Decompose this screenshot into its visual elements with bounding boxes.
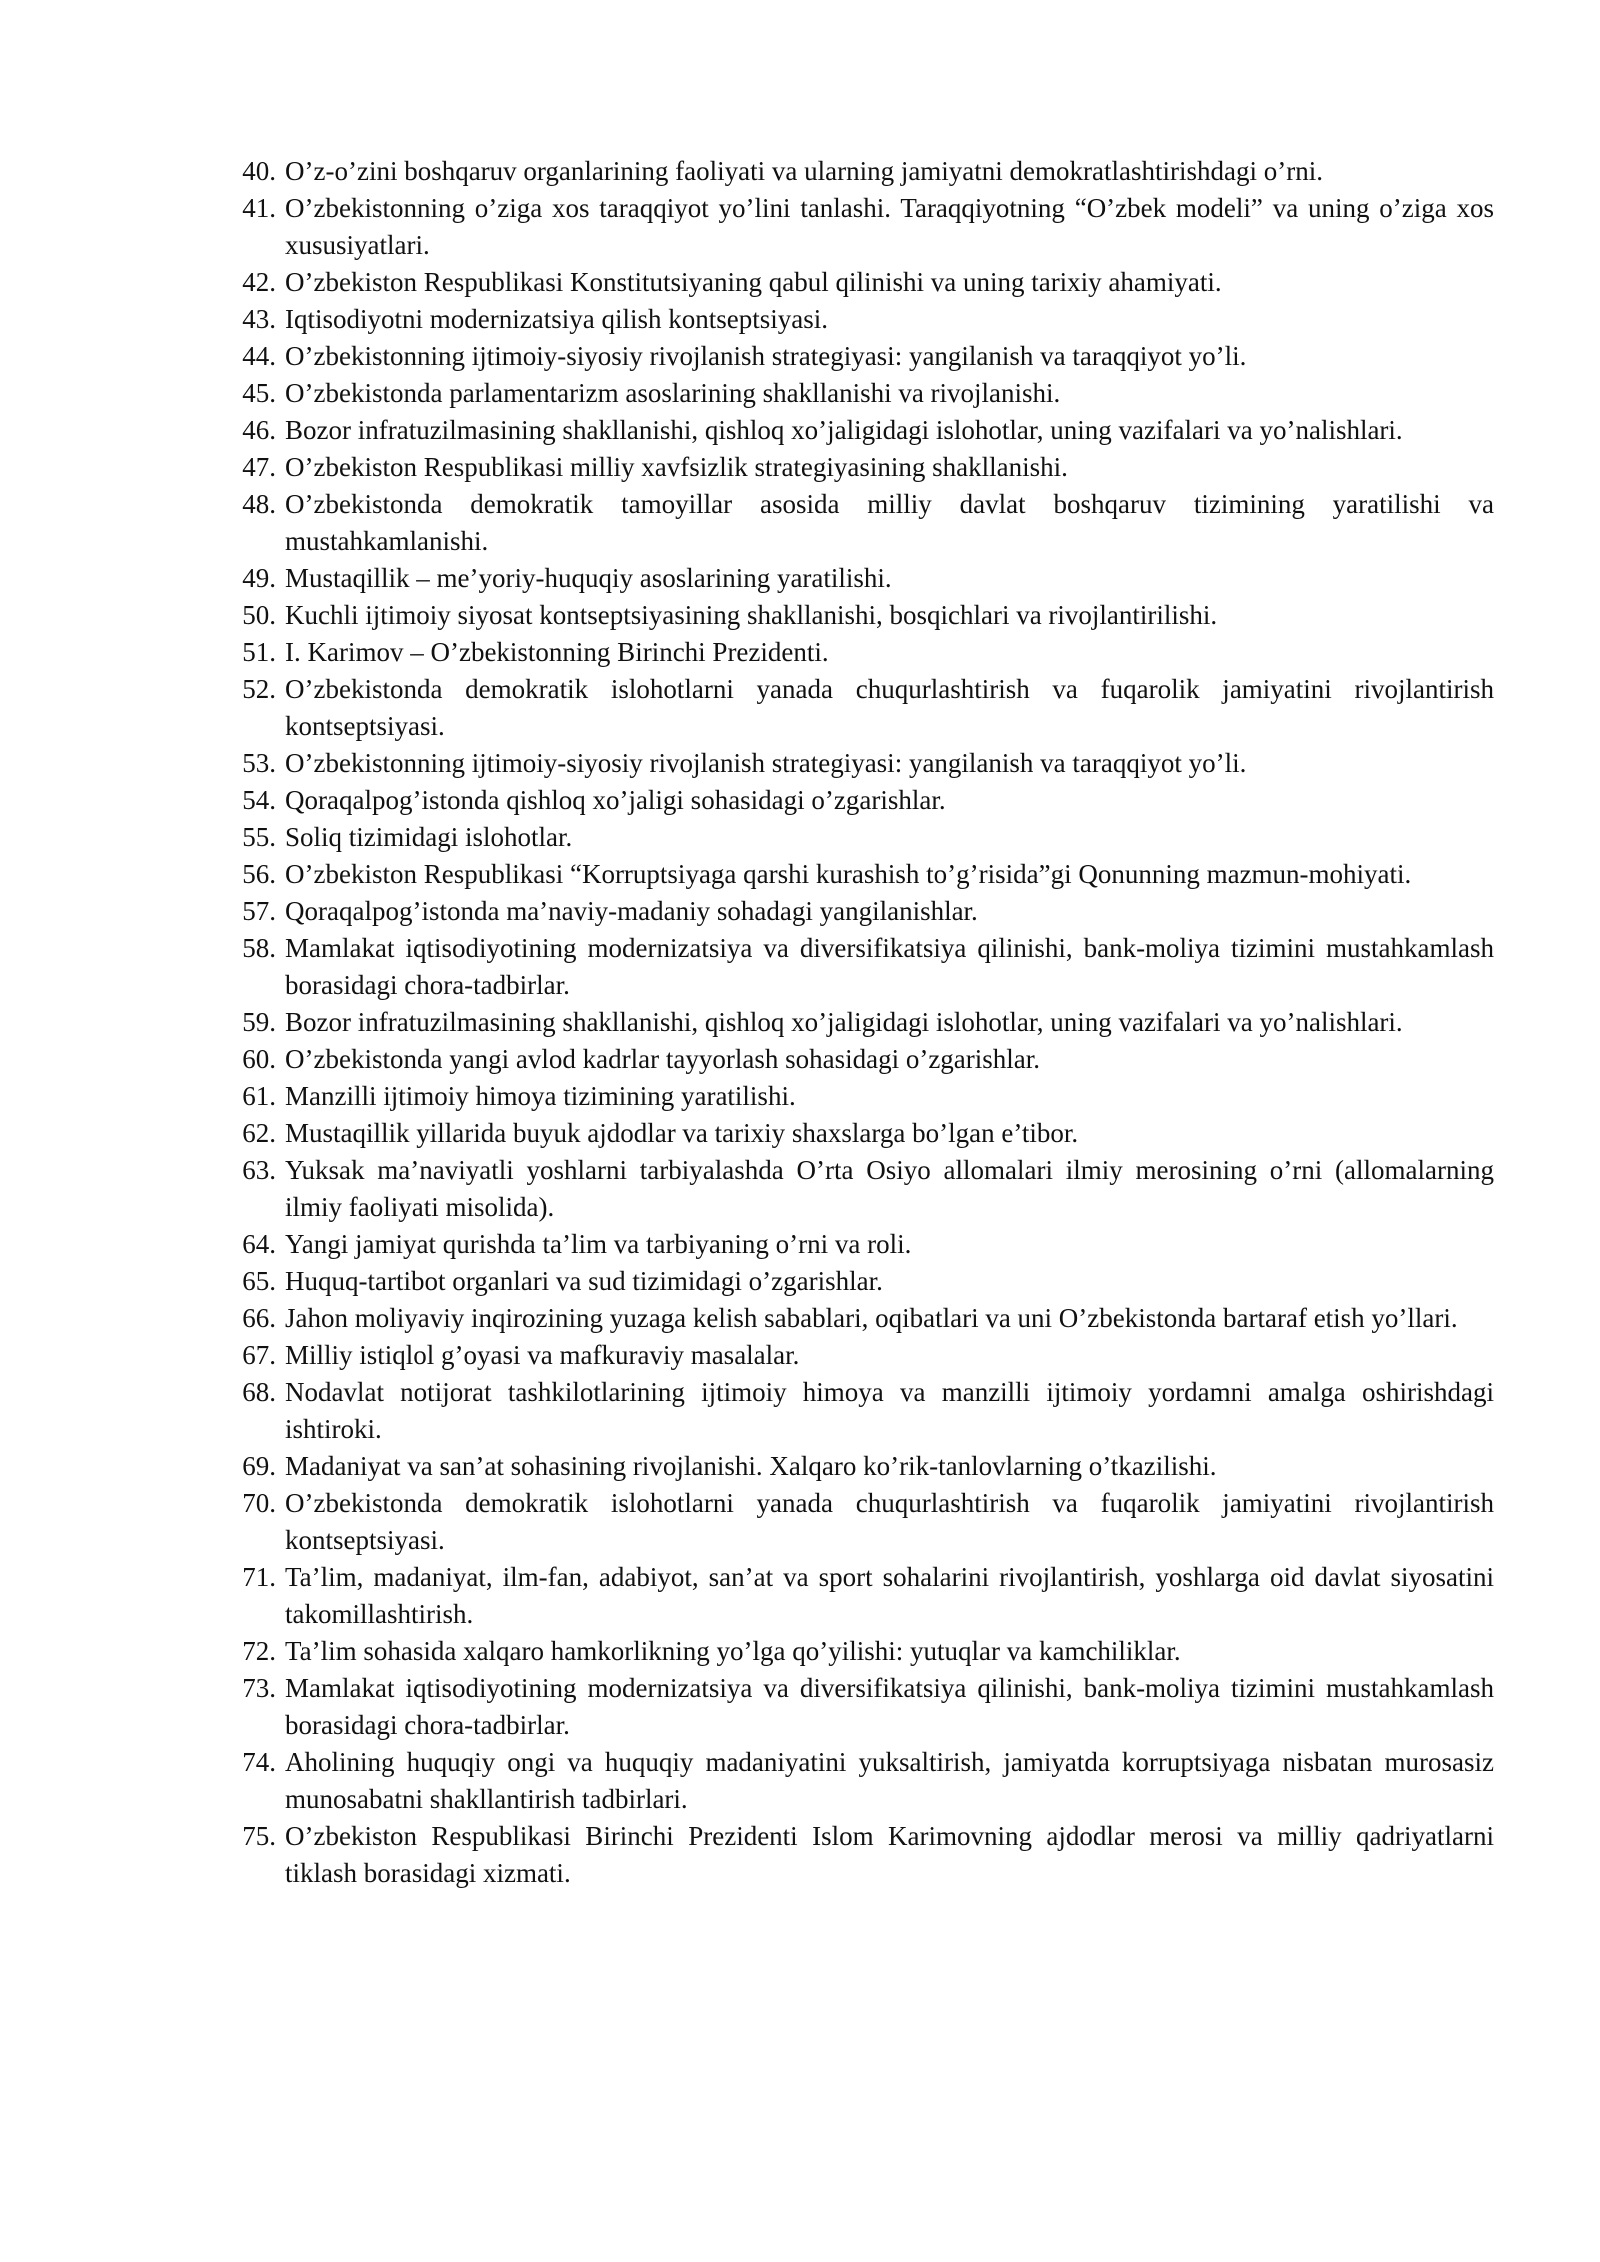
item-number: 41. [242, 193, 276, 223]
list-item [228, 1004, 1494, 1041]
item-text: Iqtisodiyotni modernizatsiya qilish kontseptsiyasi. [285, 304, 828, 334]
item-text: O’z-o’zini boshqaruv organlarining faoliyati va ularning jamiyatni demokratlashtirishdagi o’rni. [285, 156, 1323, 186]
item-text: Kuchli ijtimoiy siyosat kontseptsiyasining shakllanishi, bosqichlari va rivojlantirilishi. [285, 600, 1218, 630]
item-number: 53. [242, 748, 276, 778]
item-text: Ta’lim sohasida xalqaro hamkorlikning yo’lga qo’yilishi: yutuqlar va kamchiliklar. [285, 1636, 1181, 1666]
item-text: Yangi jamiyat qurishda ta’lim va tarbiyaning o’rni va roli. [285, 1229, 912, 1259]
list-item [228, 597, 1494, 634]
list-item [228, 1559, 1494, 1633]
item-text: Ta’lim, madaniyat, ilm-fan, adabiyot, san’at va sport sohalarini rivojlantirish, yoshlarga oid davlat siyosatini takomillashtirish. [285, 1562, 1494, 1629]
item-text: O’zbekistonning o’ziga xos taraqqiyot yo’lini tanlashi. Taraqqiyotning “O’zbek modeli” va uning o’ziga xos xususiyatlari. [285, 193, 1494, 260]
list-item [228, 560, 1494, 597]
item-number: 44. [242, 341, 276, 371]
list-item [228, 1633, 1494, 1670]
list-item [228, 1670, 1494, 1744]
item-number: 45. [242, 378, 276, 408]
item-text: Mamlakat iqtisodiyotining modernizatsiya va diversifikatsiya qilinishi, bank-moliya tizimini mustahkamlash borasidagi chora-tadbirlar. [285, 1673, 1494, 1740]
item-text: O’zbekiston Respublikasi Birinchi Prezidenti Islom Karimovning ajdodlar merosi va milliy qadriyatlarni tiklash borasidagi xizmati. [285, 1821, 1494, 1888]
item-text: Mustaqillik – me’yoriy-huquqiy asoslarining yaratilishi. [285, 563, 892, 593]
item-text: O’zbekistonda parlamentarizm asoslarining shakllanishi va rivojlanishi. [285, 378, 1061, 408]
item-text: O’zbekistonda demokratik islohotlarni yanada chuqurlashtirish va fuqarolik jamiyatini rivojlantirish kontseptsiyasi. [285, 674, 1494, 741]
item-text: O’zbekiston Respublikasi Konstitutsiyaning qabul qilinishi va uning tarixiy ahamiyati. [285, 267, 1222, 297]
item-text: O’zbekiston Respublikasi “Korruptsiyaga qarshi kurashish to’g’risida”gi Qonunning mazmun-mohiyati. [285, 859, 1412, 889]
list-item [228, 745, 1494, 782]
list-item [228, 1374, 1494, 1448]
item-number: 72. [242, 1636, 276, 1666]
item-text: I. Karimov – O’zbekistonning Birinchi Prezidenti. [285, 637, 829, 667]
list-item [228, 1744, 1494, 1818]
item-number: 42. [242, 267, 276, 297]
item-text: Aholining huquqiy ongi va huquqiy madaniyatini yuksaltirish, jamiyatda korruptsiyaga nisbatan murosasiz munosabatni shakllantirish tadbirlari. [285, 1747, 1494, 1814]
item-number: 71. [242, 1562, 276, 1592]
item-text: Nodavlat notijorat tashkilotlarining ijtimoiy himoya va manzilli ijtimoiy yordamni amalga oshirishdagi ishtiroki. [285, 1377, 1494, 1444]
item-text: O’zbekistonning ijtimoiy-siyosiy rivojlanish strategiyasi: yangilanish va taraqqiyot yo’li. [285, 748, 1247, 778]
item-number: 70. [242, 1488, 276, 1518]
list-item [228, 153, 1494, 190]
item-number: 58. [242, 933, 276, 963]
item-number: 51. [242, 637, 276, 667]
item-number: 60. [242, 1044, 276, 1074]
item-text: O’zbekiston Respublikasi milliy xavfsizlik strategiyasining shakllanishi. [285, 452, 1068, 482]
list-item [228, 819, 1494, 856]
item-number: 61. [242, 1081, 276, 1111]
item-number: 68. [242, 1377, 276, 1407]
list-item [228, 930, 1494, 1004]
item-number: 66. [242, 1303, 276, 1333]
list-item [228, 1226, 1494, 1263]
list-item [228, 1041, 1494, 1078]
item-text: Mustaqillik yillarida buyuk ajdodlar va tarixiy shaxslarga bo’lgan e’tibor. [285, 1118, 1079, 1148]
list-item [228, 1115, 1494, 1152]
item-number: 55. [242, 822, 276, 852]
item-text: Soliq tizimidagi islohotlar. [285, 822, 573, 852]
item-text: O’zbekistonda demokratik islohotlarni yanada chuqurlashtirish va fuqarolik jamiyatini rivojlantirish kontseptsiyasi. [285, 1488, 1494, 1555]
list-item [228, 1337, 1494, 1374]
list-item [228, 1152, 1494, 1226]
list-item [228, 1448, 1494, 1485]
list-item [228, 671, 1494, 745]
item-number: 57. [242, 896, 276, 926]
item-text: Madaniyat va san’at sohasining rivojlanishi. Xalqaro ko’rik-tanlovlarning o’tkazilishi. [285, 1451, 1217, 1481]
list-item [228, 782, 1494, 819]
item-text: O’zbekistonda yangi avlod kadrlar tayyorlash sohasidagi o’zgarishlar. [285, 1044, 1041, 1074]
item-text: Qoraqalpog’istonda ma’naviy-madaniy sohadagi yangilanishlar. [285, 896, 978, 926]
list-item [228, 1485, 1494, 1559]
item-number: 48. [242, 489, 276, 519]
item-number: 63. [242, 1155, 276, 1185]
item-text: Jahon moliyaviy inqirozining yuzaga kelish sabablari, oqibatlari va uni O’zbekistonda bartaraf etish yo’llari. [285, 1303, 1458, 1333]
list-item [228, 856, 1494, 893]
list-item [228, 301, 1494, 338]
item-number: 67. [242, 1340, 276, 1370]
item-number: 40. [242, 156, 276, 186]
item-text: O’zbekistonda demokratik tamoyillar asosida milliy davlat boshqaruv tizimining yaratilishi va mustahkamlanishi. [285, 489, 1494, 556]
item-text: Bozor infratuzilmasining shakllanishi, qishloq xo’jaligidagi islohotlar, uning vazifalari va yo’nalishlari. [285, 415, 1403, 445]
list-item [228, 375, 1494, 412]
item-text: Milliy istiqlol g’oyasi va mafkuraviy masalalar. [285, 1340, 800, 1370]
item-number: 75. [242, 1821, 276, 1851]
item-number: 50. [242, 600, 276, 630]
item-text: Huquq-tartibot organlari va sud tizimidagi o’zgarishlar. [285, 1266, 883, 1296]
item-number: 65. [242, 1266, 276, 1296]
item-number: 46. [242, 415, 276, 445]
list-item [228, 634, 1494, 671]
list-item [228, 1300, 1494, 1337]
list-item [228, 338, 1494, 375]
item-number: 49. [242, 563, 276, 593]
item-number: 59. [242, 1007, 276, 1037]
item-text: Bozor infratuzilmasining shakllanishi, qishloq xo’jaligidagi islohotlar, uning vazifalari va yo’nalishlari. [285, 1007, 1403, 1037]
list-item [228, 893, 1494, 930]
list-item [228, 1078, 1494, 1115]
list-item [228, 1818, 1494, 1892]
item-number: 56. [242, 859, 276, 889]
item-text: Yuksak ma’naviyatli yoshlarni tarbiyalashda O’rta Osiyo allomalari ilmiy merosining o’rni (allomalarning ilmiy faoliyati misolida). [285, 1155, 1494, 1222]
item-number: 69. [242, 1451, 276, 1481]
item-number: 74. [242, 1747, 276, 1777]
list-item [228, 190, 1494, 264]
item-number: 64. [242, 1229, 276, 1259]
item-number: 52. [242, 674, 276, 704]
list-item [228, 412, 1494, 449]
list-item [228, 486, 1494, 560]
item-text: Qoraqalpog’istonda qishloq xo’jaligi sohasidagi o’zgarishlar. [285, 785, 946, 815]
item-number: 43. [242, 304, 276, 334]
item-number: 47. [242, 452, 276, 482]
list-item [228, 264, 1494, 301]
list-item [228, 449, 1494, 486]
item-text: Manzilli ijtimoiy himoya tizimining yaratilishi. [285, 1081, 796, 1111]
item-number: 54. [242, 785, 276, 815]
list-item [228, 1263, 1494, 1300]
item-text: Mamlakat iqtisodiyotining modernizatsiya va diversifikatsiya qilinishi, bank-moliya tizimini mustahkamlash borasidagi chora-tadbirlar. [285, 933, 1494, 1000]
topic-list [228, 153, 1494, 1892]
item-text: O’zbekistonning ijtimoiy-siyosiy rivojlanish strategiyasi: yangilanish va taraqqiyot yo’li. [285, 341, 1247, 371]
item-number: 62. [242, 1118, 276, 1148]
item-number: 73. [242, 1673, 276, 1703]
